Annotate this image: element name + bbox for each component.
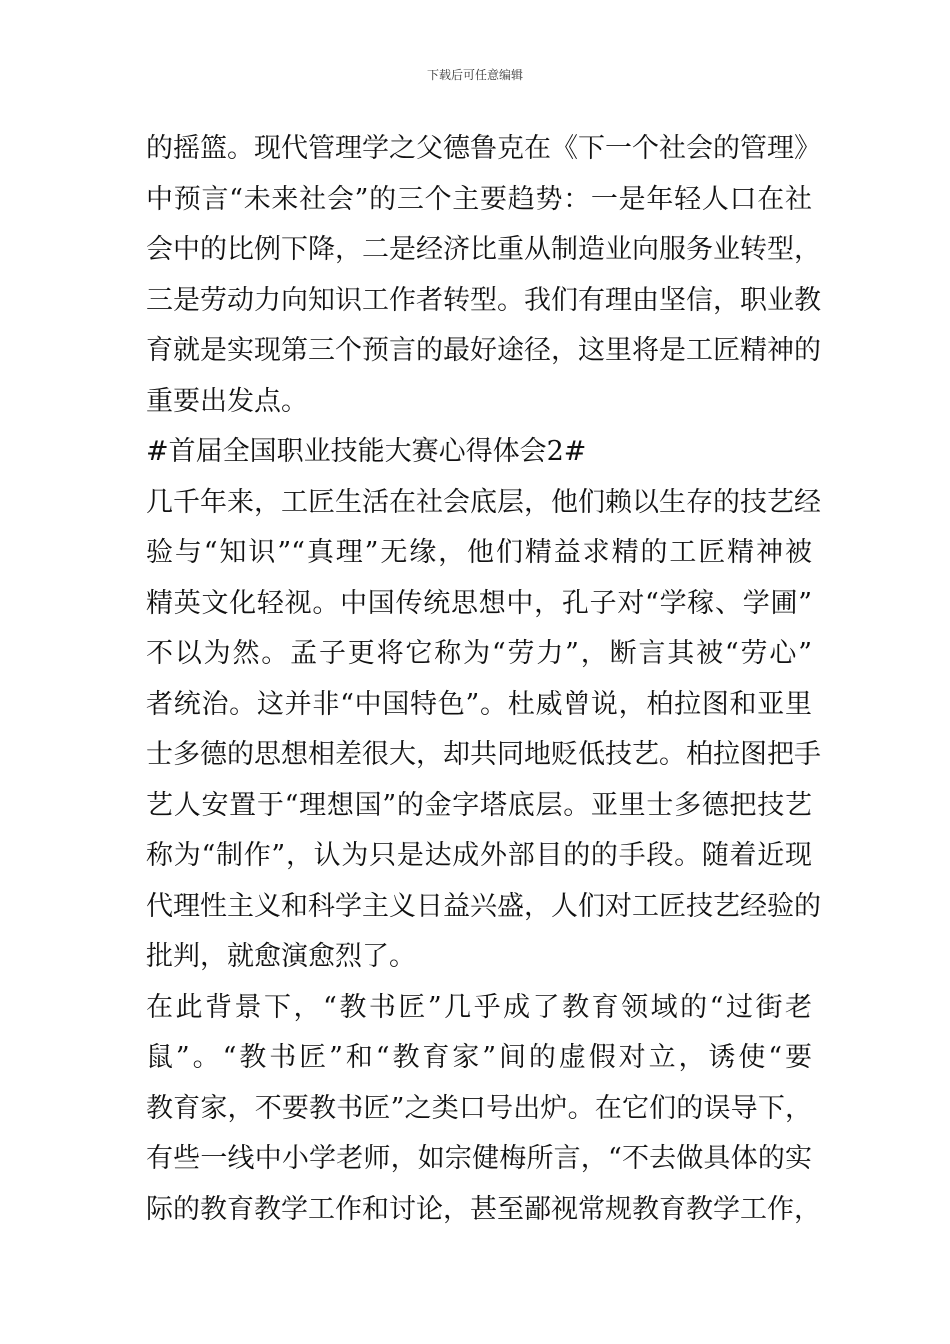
text-line: 会中的比例下降，二是经济比重从制造业向服务业转型， <box>146 234 821 265</box>
text-line: 代理性主义和科学主义日益兴盛，人们对工匠技艺经验的 <box>146 890 821 922</box>
text-line: 育就是实现第三个预言的最好途径，这里将是工匠精神的 <box>146 335 821 366</box>
text-line: 不以为然。孟子更将它称为“劳力”，断言其被“劳心” <box>146 638 812 669</box>
text-line: 中预言“未来社会”的三个主要趋势：一是年轻人口在社 <box>146 183 812 215</box>
document-body <box>146 124 821 1235</box>
text-line: 士多德的思想相差很大，却共同地贬低技艺。柏拉图把手 <box>146 739 821 770</box>
text-line: 三是劳动力向知识工作者转型。我们有理由坚信，职业教 <box>146 284 821 316</box>
section-heading: #首届全国职业技能大赛心得体会2# <box>146 436 587 467</box>
page-header: 下载后可任意编辑 <box>426 68 523 82</box>
text-line: 艺人安置于“理想国”的金字塔底层。亚里士多德把技艺 <box>146 789 812 821</box>
text-line: 际的教育教学工作和讨论，甚至鄙视常规教育教学工作， <box>146 1193 821 1225</box>
text-line: 者统治。这并非“中国特色”。杜威曾说，柏拉图和亚里 <box>146 688 812 720</box>
text-line: 的摇篮。现代管理学之父德鲁克在《下一个社会的管理》 <box>146 133 821 164</box>
text-line: 教育家，不要教书匠”之类口号出炉。在它们的误导下， <box>146 1092 812 1124</box>
text-line: 重要出发点。 <box>146 385 308 417</box>
text-line: 称为“制作”，认为只是达成外部目的的手段。随着近现 <box>146 840 812 871</box>
text-line: 验与“知识”“真理”无缘，他们精益求精的工匠精神被 <box>146 537 812 568</box>
text-line: 几千年来，工匠生活在社会底层，他们赖以生存的技艺经 <box>146 486 821 518</box>
text-line: 精英文化轻视。中国传统思想中，孔子对“学稼、学圃” <box>146 587 812 619</box>
text-line: 批判，就愈演愈烈了。 <box>146 941 416 972</box>
text-line: 鼠”。“教书匠”和“教育家”间的虚假对立，诱使“要 <box>146 1042 812 1073</box>
text-line: 在此背景下，“教书匠”几乎成了教育领域的“过街老 <box>146 991 812 1023</box>
text-line: 有些一线中小学老师，如宗健梅所言，“不去做具体的实 <box>146 1143 812 1174</box>
